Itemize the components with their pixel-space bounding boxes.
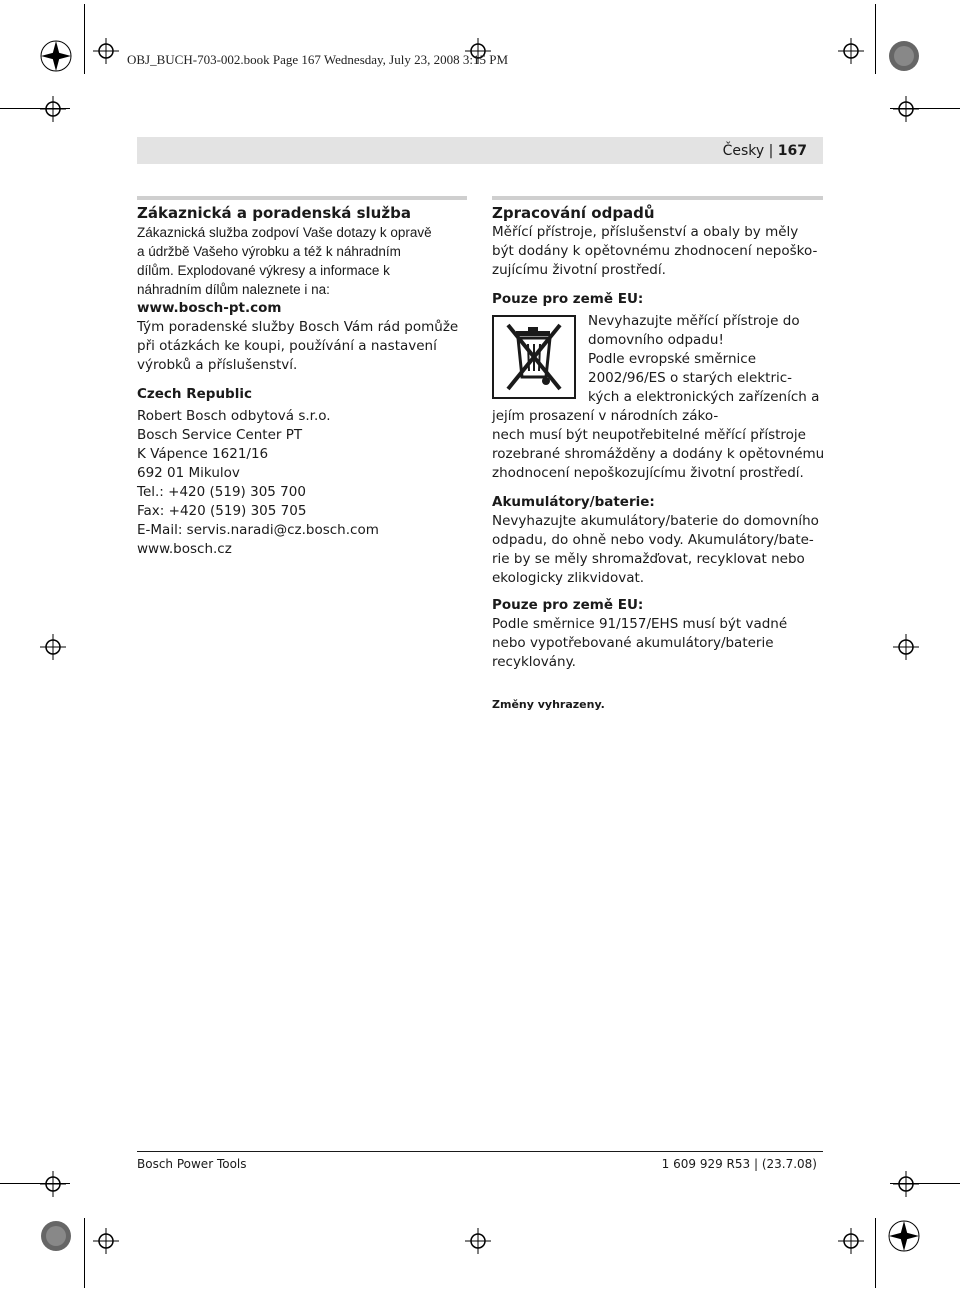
- right-column: [492, 203, 827, 672]
- footer-brand: Bosch Power Tools: [137, 1157, 247, 1171]
- text-line: kých a elektronických zařízeních a: [588, 389, 820, 405]
- column-rule-left: [137, 196, 467, 200]
- address-phone: Tel.: +420 (519) 305 700: [137, 484, 306, 500]
- crop-mark: [875, 4, 876, 74]
- text-line: dílům. Explodované výkresy a informace k: [137, 263, 390, 278]
- text-line: nebo vypotřebované akumulátory/baterie: [492, 635, 774, 651]
- registration-mark-icon: [838, 38, 864, 64]
- country-heading: Czech Republic: [137, 386, 252, 402]
- footer-doc-number: 1 609 929 R53 | (23.7.08): [661, 1157, 817, 1171]
- text-line: Zákaznická služba zodpoví Vaše dotazy k opravě: [137, 225, 432, 240]
- address-fax: Fax: +420 (519) 305 705: [137, 503, 307, 519]
- address-line: Bosch Service Center PT: [137, 427, 303, 443]
- section-title-disposal: Zpracování odpadů: [492, 204, 655, 222]
- crop-mark: [84, 4, 85, 74]
- registration-mark-icon: [93, 38, 119, 64]
- text-line: Nevyhazujte měřící přístroje do: [588, 313, 800, 329]
- registration-mark-icon: [465, 1228, 491, 1254]
- address-line: K Vápence 1621/16: [137, 446, 269, 462]
- registration-mark-icon: [838, 1228, 864, 1254]
- page-header: [723, 143, 807, 159]
- crop-mark: [84, 1218, 85, 1288]
- registration-mark-icon: [40, 40, 72, 72]
- eu-heading: Pouze pro země EU:: [492, 597, 644, 613]
- text-line: zhodnocení nepoškozujícímu životní prostředí.: [492, 465, 804, 481]
- address-line: Robert Bosch odbytová s.r.o.: [137, 408, 331, 424]
- text-line: Tým poradenské služby Bosch Vám rád pomůže: [137, 319, 459, 335]
- footer-rule: [137, 1151, 823, 1152]
- text-line: odpadu, do ohně nebo vody. Akumulátory/bate-: [492, 532, 814, 548]
- text-line: být dodány k opětovnému zhodnocení nepoško-: [492, 243, 818, 259]
- text-line: rie by se měly shromažďovat, recyklovat nebo: [492, 551, 805, 567]
- text-line: jejím prosazení v národních záko-: [492, 408, 719, 424]
- text-line: a údržbě Vašeho výrobku a též k náhradním: [137, 244, 401, 259]
- registration-mark-icon: [893, 1171, 919, 1197]
- header-language: Česky: [722, 143, 765, 159]
- header-bar: [137, 137, 823, 164]
- crop-mark: [875, 1218, 876, 1288]
- text-line: zujícímu životní prostředí.: [492, 262, 666, 278]
- page-number: 167: [777, 143, 807, 159]
- crossed-out-wheelie-bin-icon: [492, 315, 576, 399]
- registration-mark-icon: [40, 96, 66, 122]
- registration-mark-icon: [93, 1228, 119, 1254]
- address-website[interactable]: www.bosch.cz: [137, 541, 232, 557]
- left-column: [137, 203, 477, 559]
- text-line: Nevyhazujte akumulátory/baterie do domovního: [492, 513, 819, 529]
- registration-mark-icon: [888, 1220, 920, 1252]
- service-url[interactable]: www.bosch-pt.com: [137, 300, 282, 316]
- changes-reserved-note: Změny vyhrazeny.: [492, 698, 605, 711]
- text-line: Podle evropské směrnice: [588, 351, 757, 367]
- text-line: 2002/96/ES o starých elektric-: [588, 370, 793, 386]
- eu-heading: Pouze pro země EU:: [492, 291, 644, 307]
- text-line: domovního odpadu!: [588, 332, 724, 348]
- battery-heading: Akumulátory/baterie:: [492, 494, 655, 510]
- text-line: Měřící přístroje, příslušenství a obaly by měly: [492, 224, 799, 240]
- slug-line: OBJ_BUCH-703-002.book Page 167 Wednesday, July 23, 2008 3:15 PM: [127, 52, 509, 67]
- registration-mark-icon: [888, 40, 920, 72]
- text-line: náhradním dílům naleznete i na:: [137, 282, 330, 297]
- address-line: 692 01 Mikulov: [137, 465, 240, 481]
- text-line: při otázkách ke koupi, používání a nastavení: [137, 338, 437, 354]
- section-title-customer-service: Zákaznická a poradenská služba: [137, 204, 411, 222]
- text-line: nech musí být neupotřebitelné měřící přístroje: [492, 427, 806, 443]
- text-line: rozebrané shromážděny a dodány k opětovnému: [492, 446, 825, 462]
- registration-mark-icon: [40, 634, 66, 660]
- text-line: výrobků a příslušenství.: [137, 357, 298, 373]
- registration-mark-icon: [893, 96, 919, 122]
- registration-mark-icon: [40, 1220, 72, 1252]
- text-line: Podle směrnice 91/157/EHS musí být vadné: [492, 616, 788, 632]
- header-separator: |: [768, 143, 774, 159]
- address-email[interactable]: E-Mail: servis.naradi@cz.bosch.com: [137, 522, 379, 538]
- column-rule-right: [492, 196, 823, 200]
- registration-mark-icon: [893, 634, 919, 660]
- registration-mark-icon: [40, 1171, 66, 1197]
- text-line: ekologicky zlikvidovat.: [492, 570, 645, 586]
- text-line: recyklovány.: [492, 654, 576, 670]
